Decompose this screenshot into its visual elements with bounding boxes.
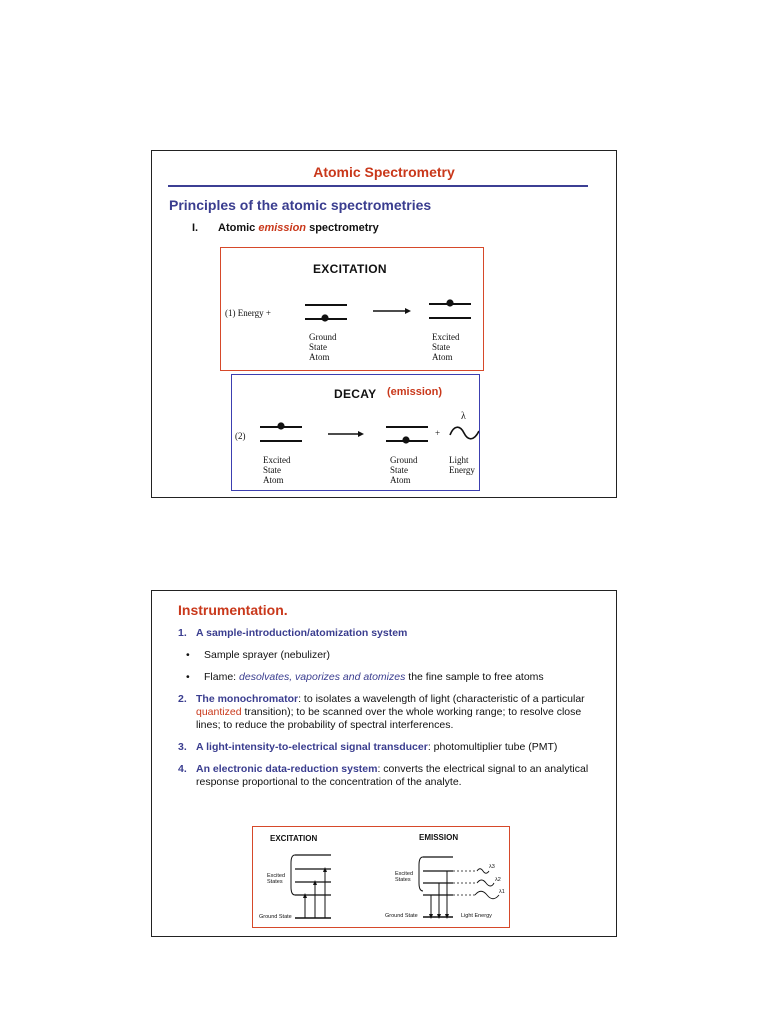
plus-sign: + (435, 428, 441, 438)
bullet-text: Sample sprayer (nebulizer) (204, 649, 331, 661)
decay-diagram (231, 374, 480, 491)
light-energy-label (449, 455, 475, 475)
item-lead: The monochromator (196, 693, 299, 705)
list-item (178, 741, 598, 754)
label-line: State (390, 465, 408, 475)
decay-emission-note: (emission) (387, 386, 443, 398)
lambda-symbol: λ (461, 411, 466, 422)
item-text: : photomultiplier tube (PMT) (427, 741, 558, 753)
ground-state-label-emission: Ground State (385, 913, 418, 919)
label-line: Light (449, 455, 469, 465)
label-line: Atom (432, 352, 453, 362)
slide-instrumentation (151, 590, 617, 937)
item-highlight: quantized (196, 706, 242, 718)
bullet-dot: • (186, 649, 190, 661)
list-item (178, 693, 598, 732)
label-line: Excited (395, 871, 414, 877)
bullet-item (178, 649, 598, 662)
label-line: Atom (390, 475, 411, 485)
subitem-suffix: spectrometry (309, 222, 379, 234)
excitation-step-label: (1) Energy + (225, 308, 271, 318)
excited-states-label-emission (395, 871, 413, 883)
energy-level-diagram (252, 826, 510, 928)
item-number: 3. (178, 741, 187, 753)
list-item (178, 763, 598, 789)
excitation-title: EXCITATION (313, 262, 387, 276)
energy-levels (253, 827, 509, 927)
bullet-italic: desolvates, vaporizes and atomizes (239, 671, 406, 683)
subitem-number: I. (192, 222, 199, 234)
decay-excited-label (263, 455, 291, 485)
excitation-title: EXCITATION (270, 834, 318, 843)
slide-title: Instrumentation. (178, 602, 288, 618)
item-number: 2. (178, 693, 187, 705)
excitation-diagram (220, 247, 484, 371)
instrumentation-list (178, 627, 598, 798)
bullet-suffix: the fine sample to free atoms (405, 671, 544, 683)
item-lead: A sample-introduction/atomization system (196, 627, 408, 639)
label-line: State (263, 465, 281, 475)
item-number: 4. (178, 763, 187, 775)
excited-state-atom-label (432, 332, 460, 362)
subitem-atomic-emission (192, 222, 379, 234)
label-line: Energy (449, 465, 475, 475)
lambda-1-label: λ1 (499, 889, 505, 895)
label-line: Ground (390, 455, 418, 465)
item-text: : to isolates a wavelength of light (characteristic of a particular (298, 693, 585, 705)
label-line: Excited (263, 455, 291, 465)
slide-heading: Principles of the atomic spectrometries (169, 197, 432, 213)
list-item (178, 627, 598, 640)
bullet-dot: • (186, 671, 190, 683)
bullet-item (178, 671, 598, 684)
ground-state-label: Ground State (259, 914, 292, 920)
label-line: States (267, 879, 283, 885)
item-text: : converts the electrical signal to an analytical response proportional to the concentration of the analyte. (196, 763, 589, 788)
slide-atomic-spectrometry (151, 150, 617, 498)
bullet-prefix: Flame: (204, 671, 240, 683)
lambda-2-label: λ2 (495, 877, 501, 883)
excited-states-label (267, 873, 285, 885)
title-divider (168, 185, 588, 187)
label-line: Excited (432, 332, 460, 342)
item-number: 1. (178, 627, 187, 639)
label-line: States (395, 877, 411, 883)
subitem-highlight: emission (258, 222, 307, 234)
light-energy-label: Light Energy (461, 913, 492, 919)
slide-title: Atomic Spectrometry (313, 164, 455, 180)
emission-title: EMISSION (419, 833, 459, 842)
item-lead: An electronic data-reduction system (196, 763, 378, 775)
label-line: Atom (263, 475, 284, 485)
label-line: Ground (309, 332, 337, 342)
lambda-3-label: λ3 (489, 864, 495, 870)
label-line: Atom (309, 352, 330, 362)
decay-ground-label (390, 455, 418, 485)
decay-title: DECAY (334, 387, 377, 401)
item-lead: A light-intensity-to-electrical signal transducer (196, 741, 428, 753)
decay-step-label: (2) (235, 431, 246, 441)
label-line: Excited (267, 873, 286, 879)
subitem-prefix: Atomic (218, 222, 256, 234)
item-text: transition); to be scanned over the whole working range; to resolve close lines; to reduce the probability of spectral interferences. (196, 706, 582, 731)
label-line: State (432, 342, 450, 352)
label-line: State (309, 342, 327, 352)
ground-state-atom-label (309, 332, 337, 362)
